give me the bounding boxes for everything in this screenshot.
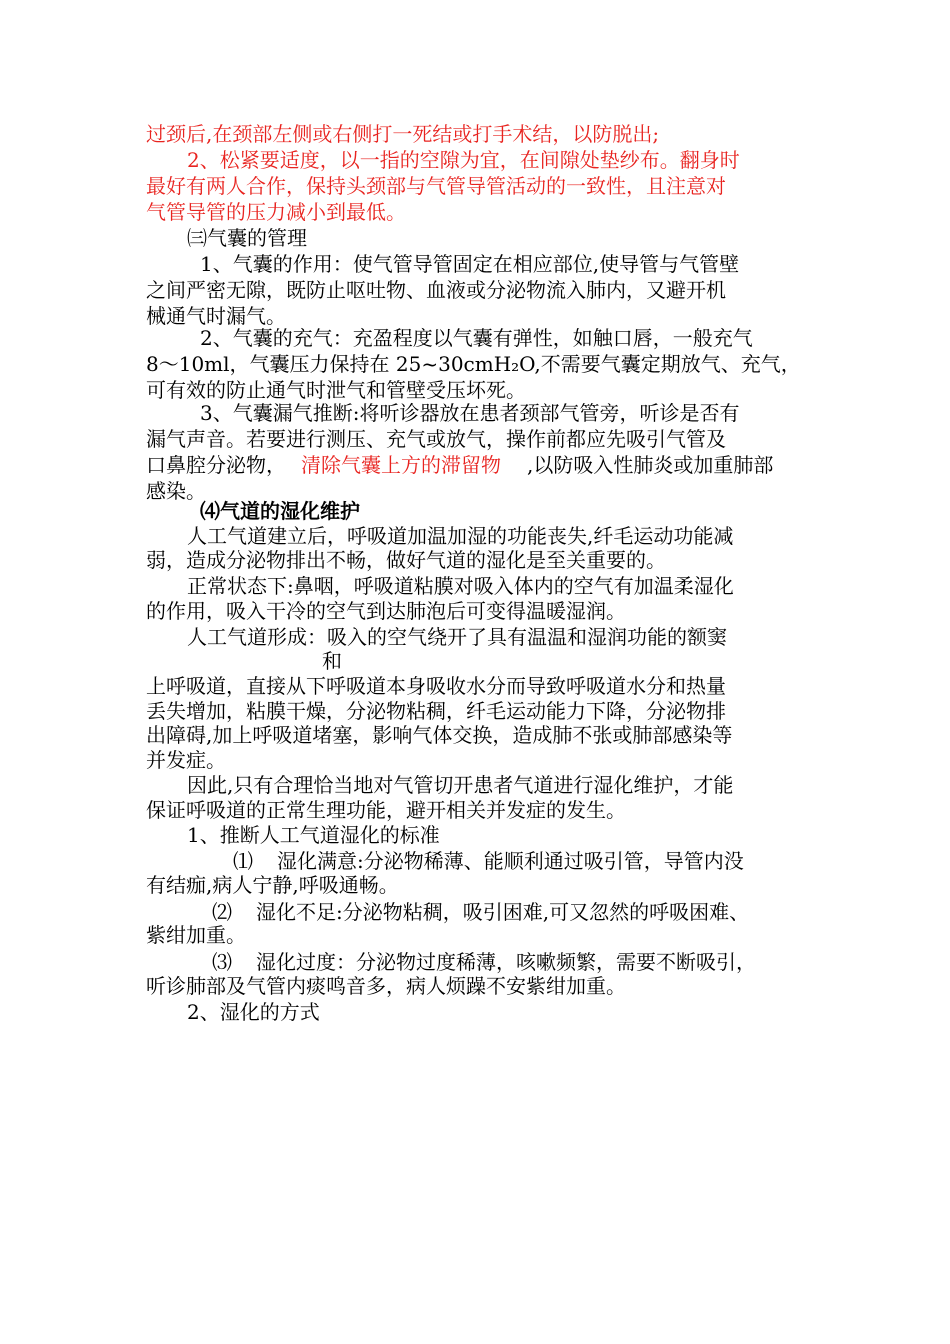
line-text: 8～10ml，气囊压力保持在 25~30cmH₂O,不需要气囊定期放气、充气， (146, 352, 801, 376)
line-text: 的作用，吸入干冷的空气到达肺泡后可变得温暖湿润。 (146, 599, 626, 623)
list-marker: ⑴ (233, 849, 253, 873)
line-text: 2、松紧要适度，以一指的空隙为宜，在间隙处垫纱布。翻身时 (187, 148, 740, 172)
line-text: 2、湿化的方式 (187, 1000, 320, 1024)
line-text: 出障碍,加上呼吸道堵塞，影响气体交换，造成肺不张或肺部感染等 (146, 723, 733, 747)
line-text: ㈢气囊的管理 (187, 226, 307, 250)
list-marker: ⑵ (212, 900, 232, 924)
line-text: ,以防吸入性肺炎或加重肺部 (527, 453, 774, 477)
line-text: 之间严密无隙，既防止呕吐物、血液或分泌物流入肺内，又避开机 (146, 278, 726, 302)
line-text: 2、气囊的充气：充盈程度以气囊有弹性，如触口唇，一般充气 (200, 326, 753, 350)
line-text: 弱，造成分泌物排出不畅，做好气道的湿化是至关重要的。 (146, 548, 666, 572)
line-text: 最好有两人合作，保持头颈部与气管导管活动的一致性，且注意对 (146, 174, 726, 198)
line-text: 口鼻腔分泌物， (146, 453, 286, 477)
line-text: 有结痂,病人宁静,呼吸通畅。 (146, 873, 399, 897)
line-text: 人工气道形成：吸入的空气绕开了具有温温和湿润功能的额窦 (187, 625, 727, 649)
line-text: 湿化满意:分泌物稀薄、能顺利通过吸引管，导管内没 (277, 849, 744, 873)
line-text: 漏气声音。若要进行测压、充气或放气，操作前都应先吸引气管及 (146, 427, 726, 451)
list-marker: ⑶ (212, 950, 232, 974)
line-text: 上呼吸道，直接从下呼吸道本身吸收水分而导致呼吸道水分和热量 (146, 674, 726, 698)
line-text: ⑷气道的湿化维护 (200, 499, 360, 523)
line-text: 湿化不足:分泌物粘稠，吸引困难,可又忽然的呼吸困难、 (256, 900, 750, 924)
line-text: 因此,只有合理恰当地对气管切开患者气道进行湿化维护，才能 (187, 773, 734, 797)
line-text: 听诊肺部及气管内痰鸣音多，病人烦躁不安紫绀加重。 (146, 974, 626, 998)
line-text: 和 (322, 649, 342, 673)
line-text: 3、气囊漏气推断:将听诊器放在患者颈部气管旁，听诊是否有 (200, 401, 740, 425)
line-text: 气管导管的压力减小到最低。 (146, 200, 406, 224)
line-text: 湿化过度：分泌物过度稀薄，咳嗽频繁，需要不断吸引， (256, 950, 756, 974)
line-text: 感染。 (146, 479, 206, 503)
highlighted-text: 清除气囊上方的滞留物 (301, 453, 501, 477)
line-text: 过颈后,在颈部左侧或右侧打一死结或打手术结，以防脱出; (146, 122, 660, 146)
line-text: 1、气囊的作用：使气管导管固定在相应部位,使导管与气管壁 (200, 252, 740, 276)
line-text: 械通气时漏气。 (146, 304, 286, 328)
line-text: 人工气道建立后，呼吸道加温加湿的功能丧失,纤毛运动功能减 (187, 524, 734, 548)
line-text: 1、推断人工气道湿化的标准 (187, 823, 440, 847)
line-text: 丢失增加，粘膜干燥，分泌物粘稠，纤毛运动能力下降，分泌物排 (146, 699, 726, 723)
line-text: 紫绀加重。 (146, 923, 246, 947)
line-text: 正常状态下:鼻咽，呼吸道粘膜对吸入体内的空气有加温柔湿化 (187, 574, 734, 598)
line-text: 并发症。 (146, 748, 226, 772)
line-text: 保证呼吸道的正常生理功能，避开相关并发症的发生。 (146, 798, 626, 822)
line-text: 可有效的防止通气时泄气和管壁受压坏死。 (146, 378, 526, 402)
